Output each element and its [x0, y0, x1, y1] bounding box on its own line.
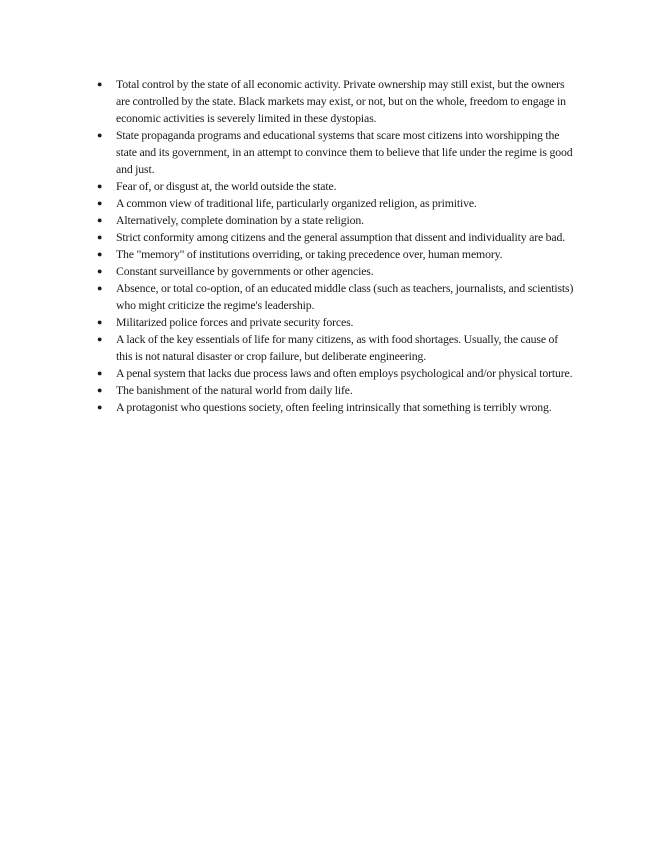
list-item — [97, 76, 577, 127]
list-item-text: Fear of, or disgust at, the world outside the state. — [116, 179, 337, 193]
list-item-text: Strict conformity among citizens and the general assumption that dissent and individuality are bad. — [116, 230, 566, 244]
bullet-icon: ● — [97, 385, 103, 395]
list-item — [97, 127, 577, 178]
list-item-text: The banishment of the natural world from daily life. — [116, 383, 353, 397]
list-item — [97, 246, 577, 263]
list-item-text: A penal system that lacks due process laws and often employs psychological and/or physical torture. — [116, 366, 573, 380]
list-item-text: Constant surveillance by governments or other agencies. — [116, 264, 374, 278]
list-item — [97, 178, 577, 195]
bullet-list — [97, 76, 577, 416]
bullet-icon: ● — [97, 130, 103, 140]
list-item — [97, 195, 577, 212]
list-item-text: A common view of traditional life, particularly organized religion, as primitive. — [116, 196, 477, 210]
bullet-icon: ● — [97, 79, 103, 89]
bullet-icon: ● — [97, 317, 103, 327]
list-item — [97, 365, 577, 382]
bullet-icon: ● — [97, 368, 103, 378]
list-item — [97, 382, 577, 399]
list-item — [97, 280, 577, 314]
list-item-text: Alternatively, complete domination by a state religion. — [116, 213, 364, 227]
bullet-icon: ● — [97, 402, 103, 412]
list-item-text: A lack of the key essentials of life for many citizens, as with food shortages. Usually, the cause of this is not natural disaster or crop failure, but deliberate engineering. — [116, 332, 559, 363]
list-item-text: State propaganda programs and educational systems that scare most citizens into worshipping the state and its government, in an attempt to convince them to believe that life under the regime is good and just. — [116, 128, 573, 176]
list-item-text: A protagonist who questions society, often feeling intrinsically that something is terribly wrong. — [116, 400, 552, 414]
bullet-icon: ● — [97, 198, 103, 208]
list-item — [97, 399, 577, 416]
list-item-text: Absence, or total co-option, of an educated middle class (such as teachers, journalists, and scientists) who might criticize the regime's leadership. — [116, 281, 574, 312]
list-item — [97, 331, 577, 365]
bullet-icon: ● — [97, 215, 103, 225]
list-item — [97, 229, 577, 246]
list-item-text: Total control by the state of all economic activity. Private ownership may still exist, but the owners are controlled by the state. Black markets may exist, or not, but on the whole, freedom to engage in economic activities is severely limited in these dystopias. — [116, 77, 566, 125]
list-item — [97, 263, 577, 280]
bullet-icon: ● — [97, 249, 103, 259]
list-item — [97, 314, 577, 331]
bullet-icon: ● — [97, 232, 103, 242]
bullet-icon: ● — [97, 266, 103, 276]
list-item-text: The "memory" of institutions overriding, or taking precedence over, human memory. — [116, 247, 503, 261]
list-item — [97, 212, 577, 229]
list-item-text: Militarized police forces and private security forces. — [116, 315, 354, 329]
bullet-icon: ● — [97, 181, 103, 191]
bullet-icon: ● — [97, 334, 103, 344]
bullet-icon: ● — [97, 283, 103, 293]
